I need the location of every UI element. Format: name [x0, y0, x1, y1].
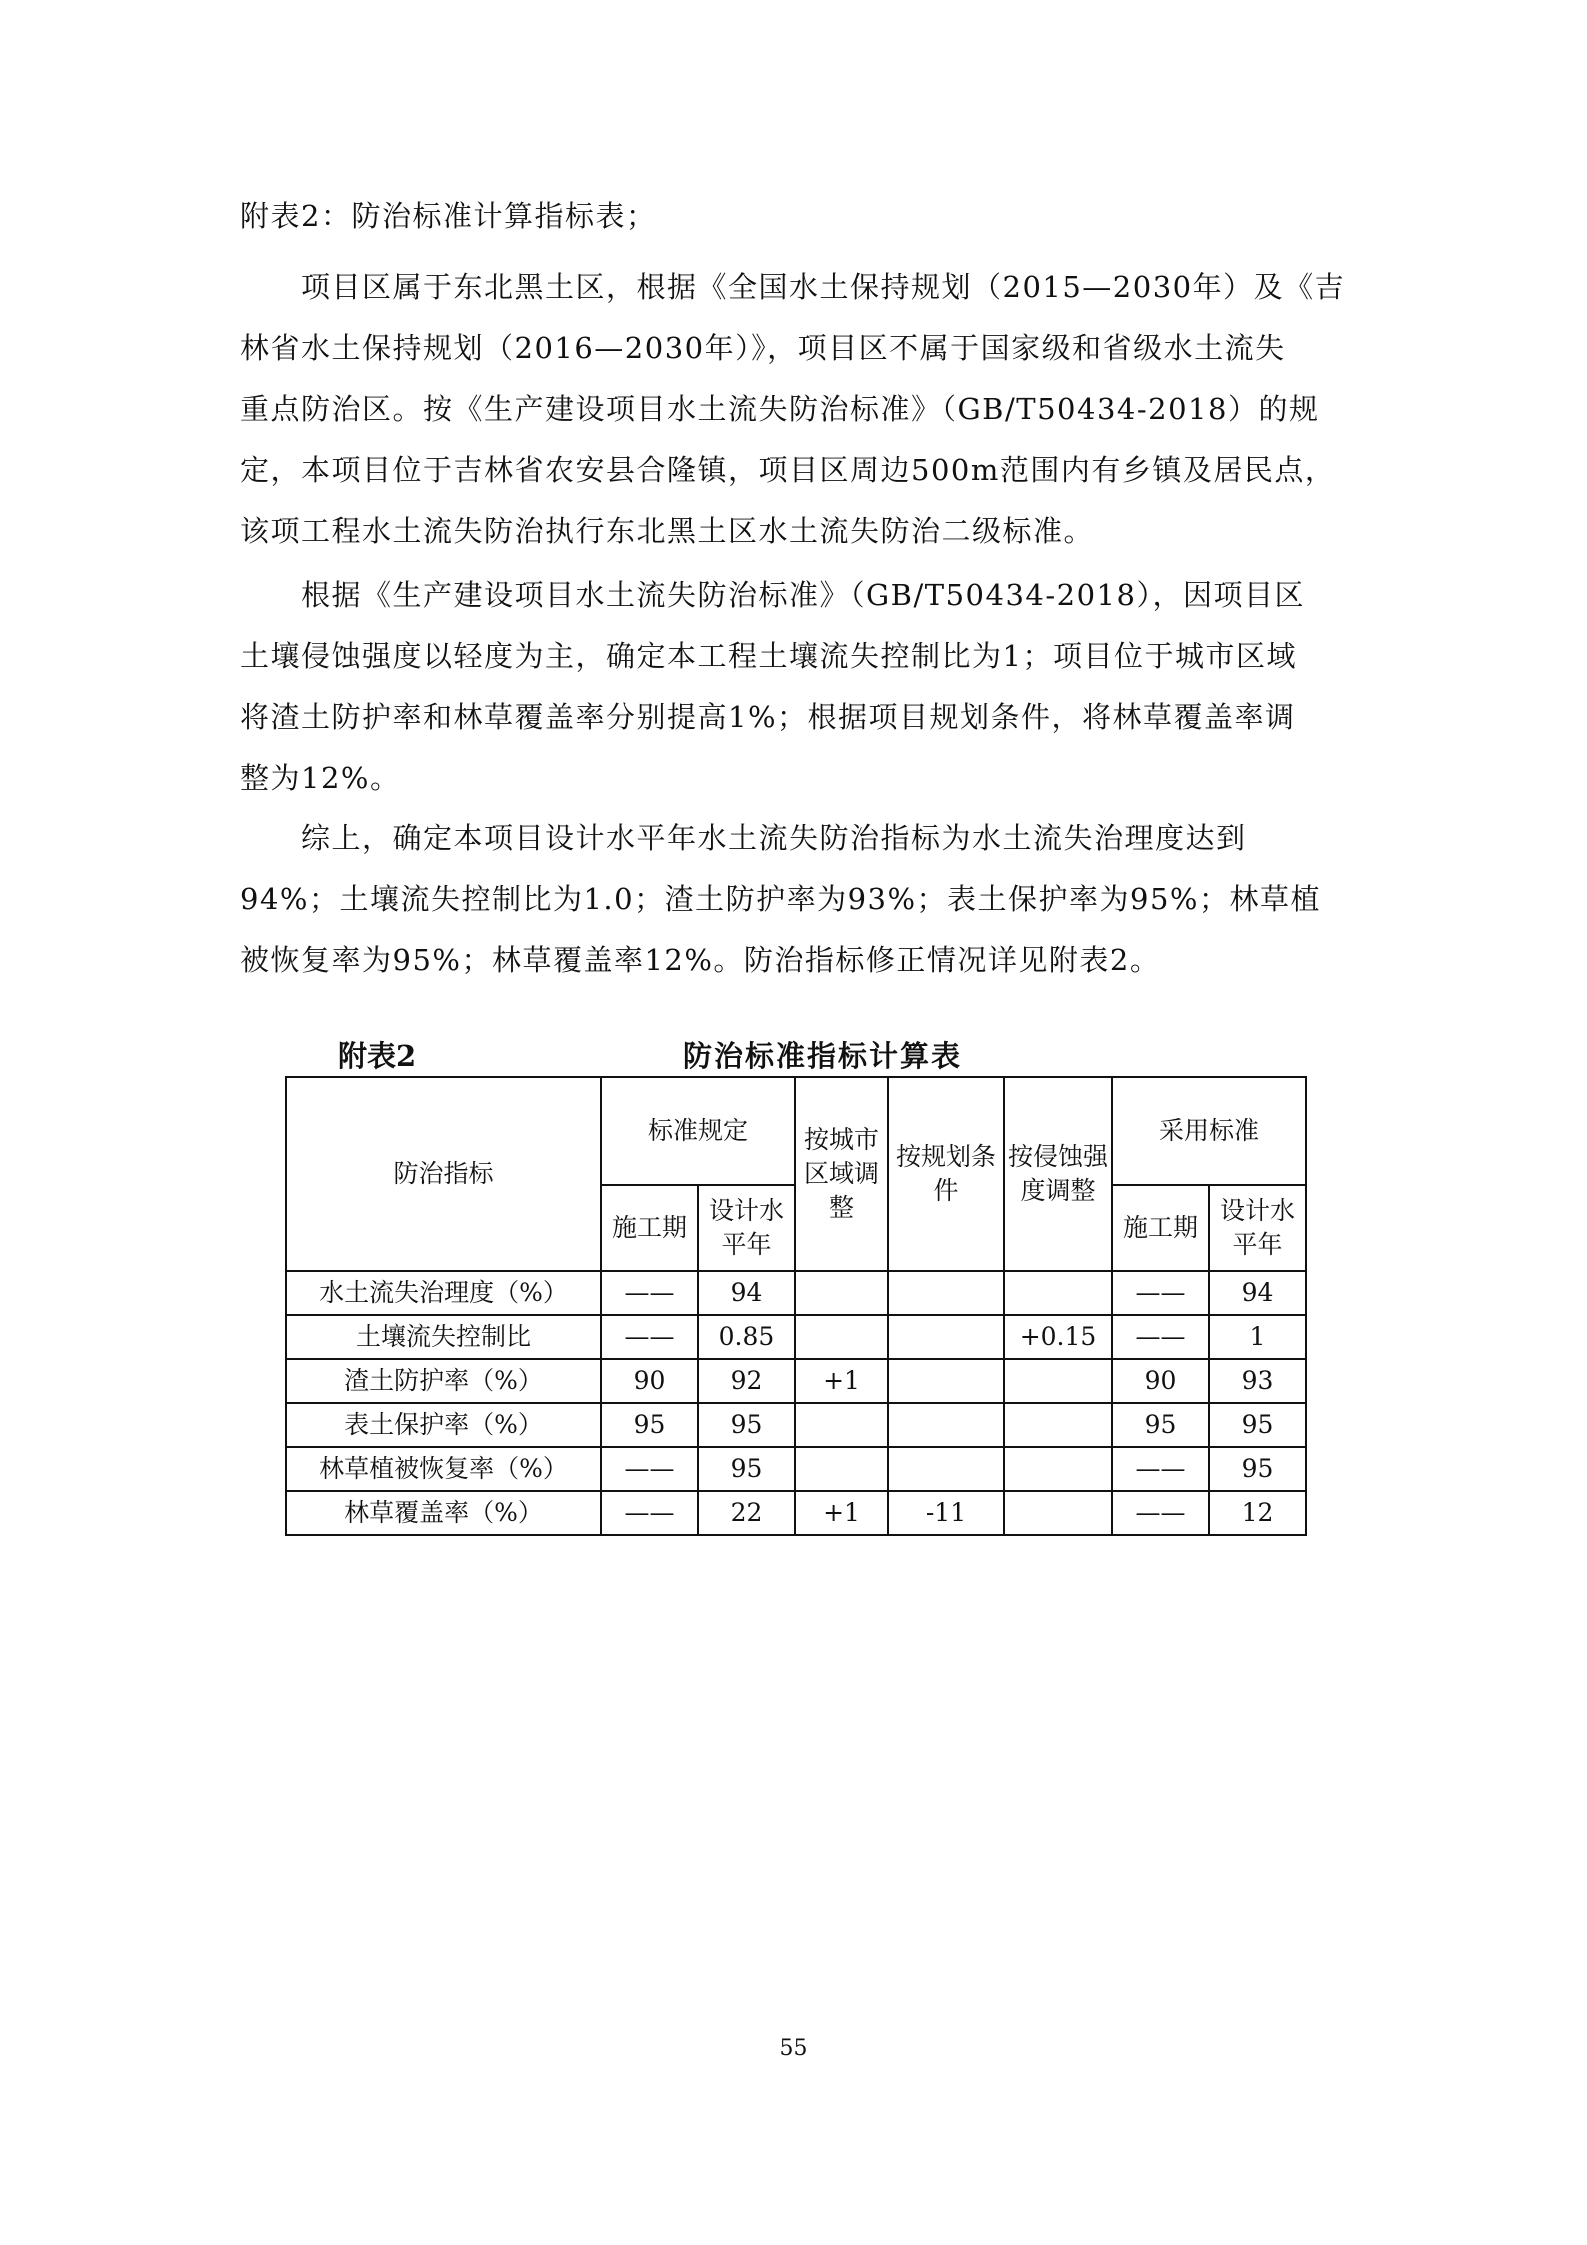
text-line: 重点防治区。按《生产建设项目水土流失防治标准》（GB/T50434-2018）的规	[240, 392, 1320, 426]
table-body	[286, 1271, 1306, 1535]
cell-name: 土壤流失控制比	[286, 1315, 601, 1359]
subheader-std-design-year: 设计水平年	[698, 1185, 795, 1271]
cell-adopt-construction: 90	[1112, 1359, 1209, 1403]
cell-std-construction: 95	[601, 1403, 698, 1447]
header-urban-adjust: 按城市区域调整	[795, 1077, 888, 1271]
cell-planning	[888, 1271, 1004, 1315]
cell-name: 林草植被恢复率（%）	[286, 1447, 601, 1491]
subheader-std-construction: 施工期	[601, 1185, 698, 1271]
table-header-row	[286, 1077, 1306, 1185]
subheader-adopt-construction: 施工期	[1112, 1185, 1209, 1271]
text-line: 该项工程水土流失防治执行东北黑土区水土流失防治二级标准。	[240, 514, 1095, 548]
cell-planning: -11	[888, 1491, 1004, 1535]
heading-text: 附表2：防治标准计算指标表；	[240, 199, 657, 233]
table-row	[286, 1447, 1306, 1491]
table-row	[286, 1403, 1306, 1447]
cell-erosion	[1004, 1359, 1112, 1403]
section-heading	[240, 186, 1350, 247]
text-line: 将渣土防护率和林草覆盖率分别提高1%；根据项目规划条件，将林草覆盖率调	[240, 700, 1296, 734]
header-standard: 标准规定	[601, 1077, 795, 1185]
text-line: 定，本项目位于吉林省农安县合隆镇，项目区周边500m范围内有乡镇及居民点，	[240, 453, 1336, 487]
table-caption-title: 防治标准指标计算表	[683, 1039, 963, 1073]
text-line: 土壤侵蚀强度以轻度为主，确定本工程土壤流失控制比为1；项目位于城市区域	[240, 639, 1297, 673]
cell-adopt-construction: ——	[1112, 1447, 1209, 1491]
cell-planning	[888, 1447, 1004, 1491]
cell-std-construction: ——	[601, 1315, 698, 1359]
paragraph-1	[240, 257, 1350, 562]
cell-adopt-construction: ——	[1112, 1315, 1209, 1359]
cell-adopt-design: 12	[1209, 1491, 1306, 1535]
indicator-table	[285, 1076, 1307, 1536]
header-adopted: 采用标准	[1112, 1077, 1306, 1185]
cell-std-construction: ——	[601, 1447, 698, 1491]
cell-erosion	[1004, 1491, 1112, 1535]
text-line: 94%；土壤流失控制比为1.0；渣土防护率为93%；表土保护率为95%；林草植	[240, 882, 1321, 916]
cell-std-design: 92	[698, 1359, 795, 1403]
cell-std-design: 95	[698, 1447, 795, 1491]
cell-adopt-design: 95	[1209, 1403, 1306, 1447]
paragraph-3	[240, 808, 1350, 991]
cell-erosion	[1004, 1403, 1112, 1447]
cell-urban	[795, 1447, 888, 1491]
table-row	[286, 1491, 1306, 1535]
cell-urban: +1	[795, 1491, 888, 1535]
cell-planning	[888, 1315, 1004, 1359]
text-line: 被恢复率为95%；林草覆盖率12%。防治指标修正情况详见附表2。	[240, 943, 1161, 977]
cell-std-construction: ——	[601, 1491, 698, 1535]
cell-adopt-construction: 95	[1112, 1403, 1209, 1447]
header-indicator: 防治指标	[286, 1077, 601, 1271]
header-erosion-adjust: 按侵蚀强度调整	[1004, 1077, 1112, 1271]
text-line: 林省水土保持规划（2016—2030年）》，项目区不属于国家级和省级水土流失	[240, 331, 1286, 365]
cell-erosion: +0.15	[1004, 1315, 1112, 1359]
paragraph-2	[240, 565, 1350, 809]
cell-name: 表土保护率（%）	[286, 1403, 601, 1447]
table-caption-number: 附表2	[338, 1039, 417, 1073]
cell-std-design: 95	[698, 1403, 795, 1447]
text-line: 综上，确定本项目设计水平年水土流失防治指标为水土流失治理度达到	[240, 821, 1247, 855]
cell-adopt-design: 1	[1209, 1315, 1306, 1359]
cell-urban	[795, 1403, 888, 1447]
cell-adopt-design: 93	[1209, 1359, 1306, 1403]
cell-adopt-design: 94	[1209, 1271, 1306, 1315]
page-number: 55	[779, 2036, 808, 2061]
cell-std-design: 22	[698, 1491, 795, 1535]
cell-adopt-design: 95	[1209, 1447, 1306, 1491]
text-line: 整为12%。	[240, 761, 401, 795]
header-planning: 按规划条件	[888, 1077, 1004, 1271]
cell-urban	[795, 1315, 888, 1359]
cell-planning	[888, 1403, 1004, 1447]
cell-std-construction: 90	[601, 1359, 698, 1403]
cell-std-design: 94	[698, 1271, 795, 1315]
cell-urban: +1	[795, 1359, 888, 1403]
cell-adopt-construction: ——	[1112, 1271, 1209, 1315]
table-row	[286, 1359, 1306, 1403]
cell-urban	[795, 1271, 888, 1315]
cell-erosion	[1004, 1447, 1112, 1491]
cell-name: 渣土防护率（%）	[286, 1359, 601, 1403]
table-row	[286, 1271, 1306, 1315]
cell-planning	[888, 1359, 1004, 1403]
table-row	[286, 1315, 1306, 1359]
cell-std-construction: ——	[601, 1271, 698, 1315]
subheader-adopt-design-year: 设计水平年	[1209, 1185, 1306, 1271]
cell-name: 水土流失治理度（%）	[286, 1271, 601, 1315]
cell-erosion	[1004, 1271, 1112, 1315]
text-line: 项目区属于东北黑土区，根据《全国水土保持规划（2015—2030年）及《吉	[240, 270, 1346, 304]
cell-adopt-construction: ——	[1112, 1491, 1209, 1535]
cell-name: 林草覆盖率（%）	[286, 1491, 601, 1535]
cell-std-design: 0.85	[698, 1315, 795, 1359]
text-line: 根据《生产建设项目水土流失防治标准》（GB/T50434-2018），因项目区	[240, 578, 1305, 612]
